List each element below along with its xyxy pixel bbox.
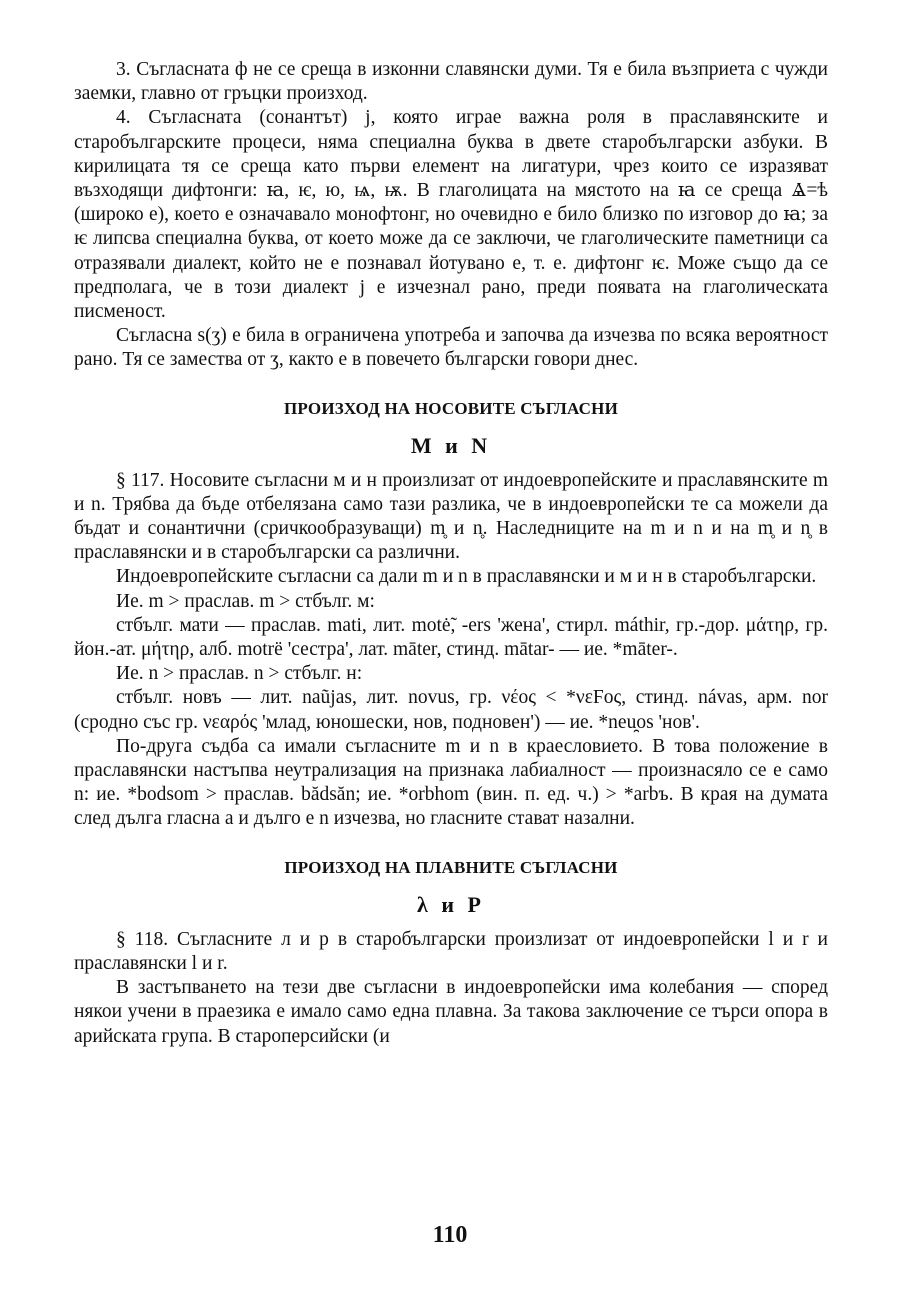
section-subheading: М и N — [410, 432, 492, 458]
paragraph: Ие. m > праслав. m > стбълг. м: — [116, 590, 375, 612]
paragraph: 4. Съгласната (сонантът) j, която играе важна роля в праславянските и старобългарските процеси, няма специална буква в двете старобългарски азбуки. В кирилицата тя се среща като първи елемент на лигатури, чрез които се изразяват възходящи дифтонги: ꙗ, ѥ, ю, ѩ, ѭ. В глаголицата на мястото на ꙗ се среща Ⱑ=ѣ (широко е), което е означавало монофтонг, но очевидно е било близко по изговор до ꙗ; за ѥ липсва специална буква, от което може да се заключи, че глаголическите паметници са отразявали диалект, който не е познавал йотувано е, т. е. дифтонг ѥ. Може също да се предполага, че в този диалект j е изчезнал рано, преди появата на глаголическата писменост. — [74, 107, 828, 323]
paragraph: § 118. Съгласните л и р в старобългарски произлизат от индоевропейски l и r и праславянски l и r. — [74, 928, 828, 974]
page-number: 110 — [432, 1222, 468, 1248]
paragraph: стбълг. мати — праслав. mati, лит. motė̃, -ers 'жена', стирл. máthir, гр.-дор. μάτηρ, гр. йон.-ат. μήτηρ, алб. motrë 'сестра', лат. māter, стинд. mātar- — ие. *māter-. — [74, 614, 828, 661]
paragraph: § 117. Носовите съгласни м и н произлизат от индоевропейските и праславянските m и n. Трябва да бъде отбелязана само тази разлика, че в индоевропейски те са можели да бъдат и сонантични (сричкообразуващи) m̥ и n̥. Наследниците на m и n и на m̥ и n̥ в праславянски и в старобългарски са различни. — [74, 469, 828, 564]
paragraph: Индоевропейските съгласни са дали m и n в праславянски и м и н в старобългарски. — [116, 566, 817, 588]
paragraph: стбълг. новъ — лит. naũjas, лит. novus, гр. νέος < *νεϜος, стинд. návas, арм. nor (сродно със гр. νεαρός 'млад, юношески, нов, подновен') — ие. *neu̯os 'нов'. — [74, 687, 828, 733]
section-heading: ПРОИЗХОД НА НОСОВИТЕ СЪГЛАСНИ — [284, 398, 618, 418]
page-body — [74, 58, 828, 1049]
section-subheading: λ и Р — [417, 891, 485, 917]
paragraph: Съгласна ѕ(ʒ) е била в ограничена употреба и започва да изчезва по всяка вероятност рано. Тя се замества от ʒ, както е в повечето български говори днес. — [74, 325, 828, 371]
paragraph: 3. Съгласната ф не се среща в изконни славянски думи. Тя е била възприета с чужди заемки, главно от гръцки произход. — [74, 59, 828, 105]
paragraph: В застъпването на тези две съгласни в индоевропейски има колебания — според някои учени в праезика е имало само една плавна. За такова заключение се търси опора в арийската група. В староперсийски (и — [74, 977, 828, 1047]
paragraph: Ие. n > праслав. n > стбълг. н: — [116, 663, 363, 685]
section-heading: ПРОИЗХОД НА ПЛАВНИТЕ СЪГЛАСНИ — [284, 857, 618, 877]
paragraph: По-друга съдба са имали съгласните m и n в краесловието. В това положение в праславянски настъпва неутрализация на признака лабиалност — произнасяло се е само n: ие. *bodsom > праслав. bădsăn; ие. *orbhom (вин. п. ед. ч.) > *arbъ. В края на думата след дълга гласна a и дълго e n изчезва, но гласните стават назални. — [74, 735, 828, 830]
